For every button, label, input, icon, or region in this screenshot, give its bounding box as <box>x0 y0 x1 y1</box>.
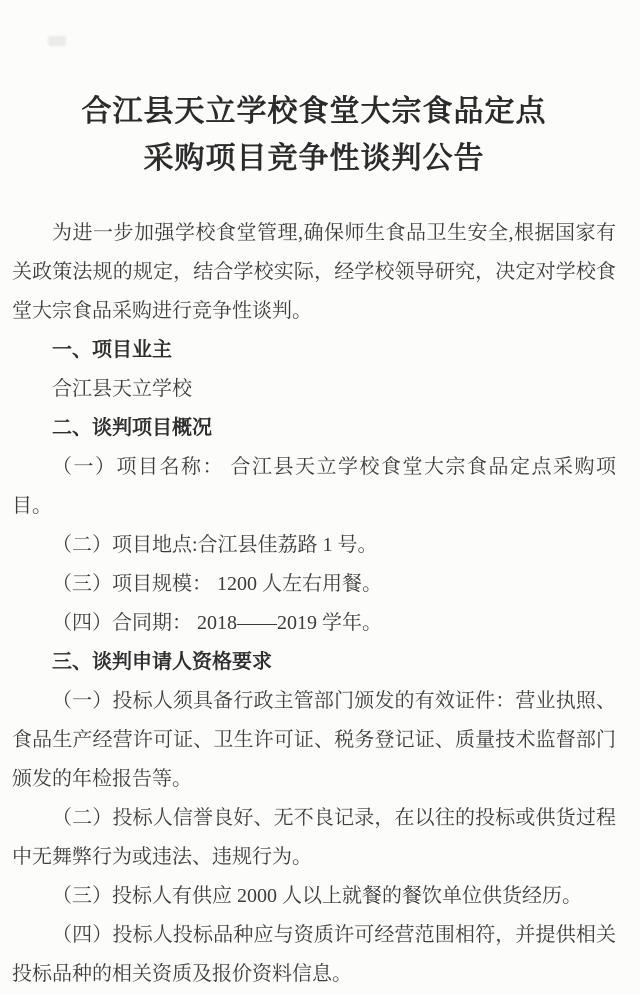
section-heading: 一、项目业主 <box>52 339 172 361</box>
paragraph: （二）投标人信誉良好、无不良记录，在以往的投标或供货过程中无舞弊行为或违法、违规行为。 <box>12 807 616 868</box>
document-title-line1: 合江县天立学校食堂大宗食品定点 <box>81 95 547 128</box>
document-body <box>12 214 616 994</box>
paragraph: （四）投标人投标品种应与资质许可经营范围相符，并提供相关投标品种的相关资质及报价资料信息。 <box>12 924 616 985</box>
document-title <box>12 88 616 182</box>
paragraph: （二）项目地点:合江县佳荔路 1 号。 <box>52 534 378 556</box>
paragraph: 为进一步加强学校食堂管理,确保师生食品卫生安全,根据国家有关政策法规的规定，结合学校实际，经学校领导研究，决定对学校食堂大宗食品采购进行竞争性谈判。 <box>12 222 616 322</box>
paragraph: （三）项目规模： 1200 人左右用餐。 <box>52 573 382 595</box>
section-heading: 三、谈判申请人资格要求 <box>52 651 272 673</box>
paragraph: （三）投标人有供应 2000 人以上就餐的餐饮单位供货经历。 <box>52 885 582 907</box>
paragraph: （一）项目名称： 合江县天立学校食堂大宗食品定点采购项目。 <box>12 456 616 517</box>
document-title-line2: 采购项目竞争性谈判公告 <box>143 142 485 175</box>
section-heading: 二、谈判项目概况 <box>52 417 212 439</box>
scan-smudge-artifact <box>48 36 66 46</box>
paragraph: 合江县天立学校 <box>52 378 192 400</box>
paragraph: （一）投标人须具备行政主管部门颁发的有效证件：营业执照、食品生产经营许可证、卫生许可证、税务登记证、质量技术监督部门颁发的年检报告等。 <box>12 690 616 790</box>
paragraph: （四）合同期： 2018——2019 学年。 <box>52 612 382 634</box>
